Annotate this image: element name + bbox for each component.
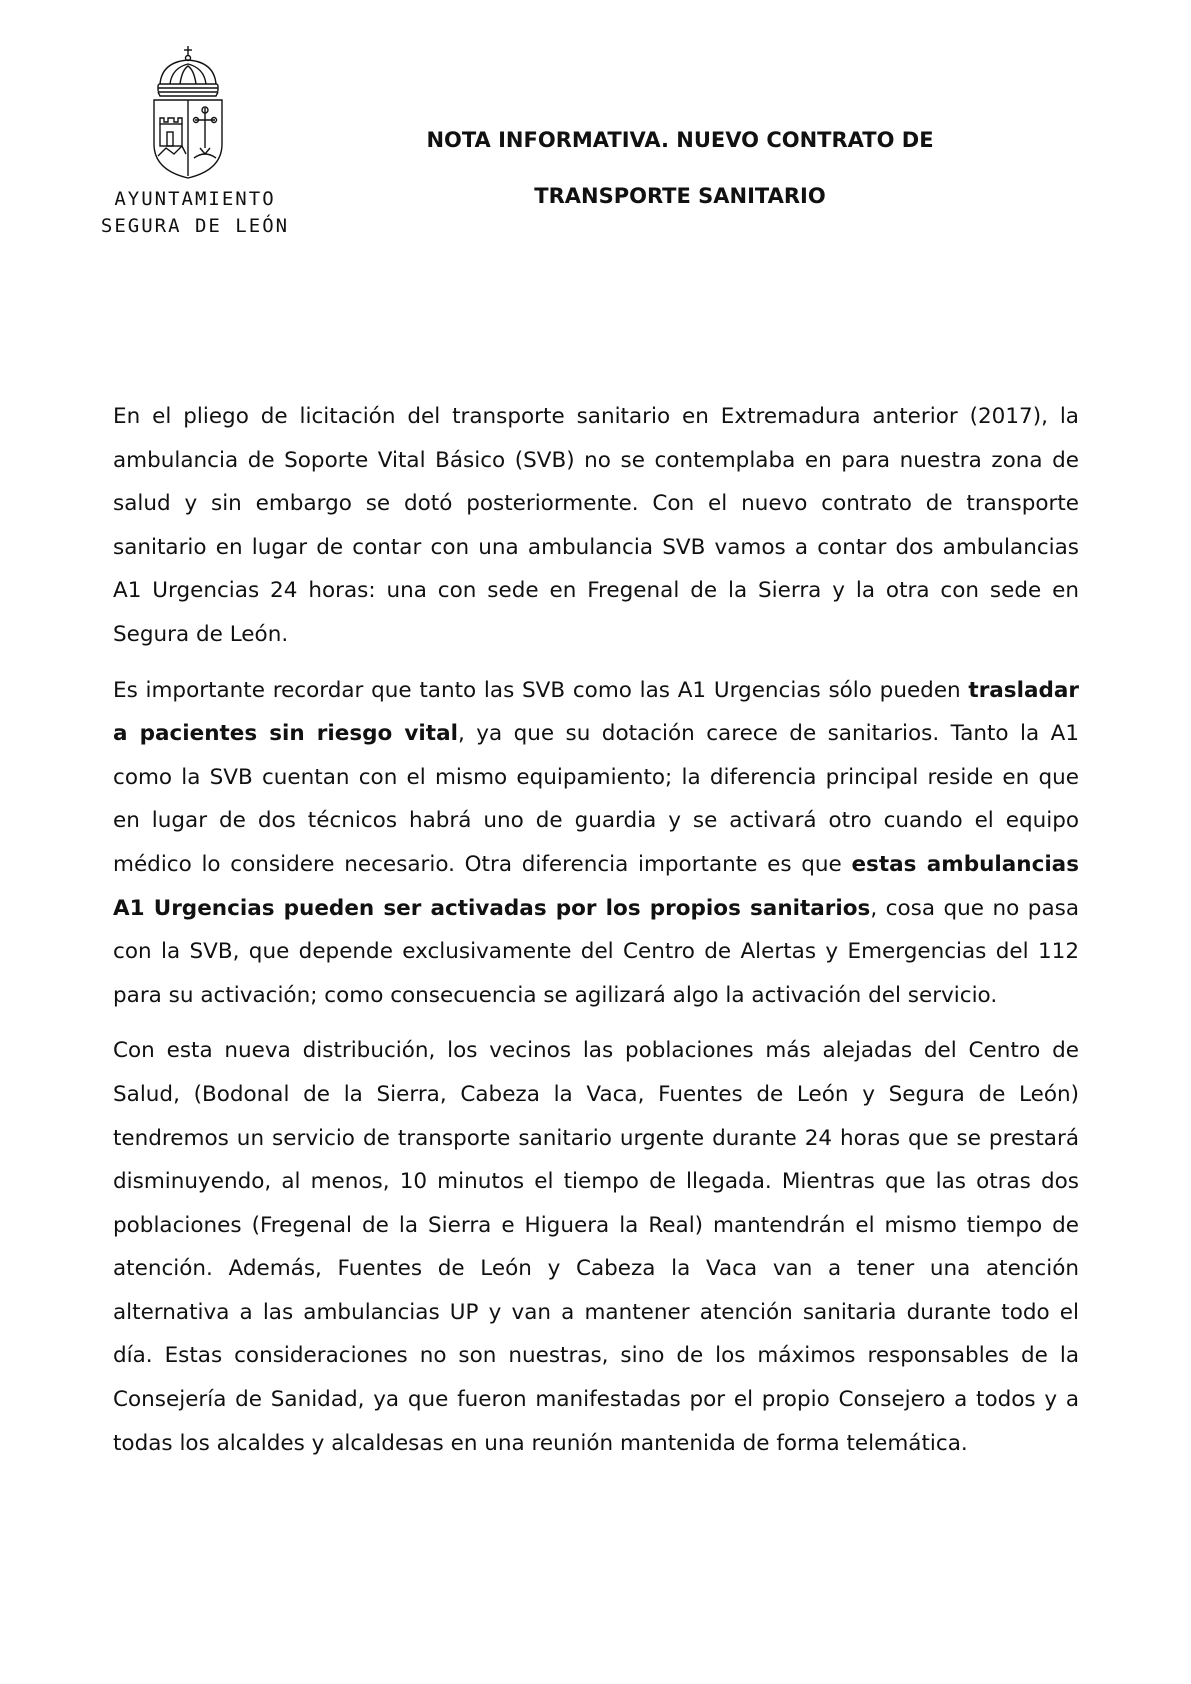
title-line-2: TRANSPORTE SANITARIO <box>534 184 826 208</box>
organization-name <box>70 186 320 240</box>
document-body <box>113 395 1079 1477</box>
paragraph-2-bold-b: estas ambulancias A1 Urgencias pueden ser activadas por los propios sanitarios <box>113 851 1079 921</box>
paragraph-2-bold-a: trasladar a pacientes sin riesgo vital <box>113 677 1079 747</box>
organization-line-2: SEGURA DE LEÓN <box>100 215 290 237</box>
paragraph-2-text-a: Es importante recordar que tanto las SVB como las A1 Urgencias sólo pueden <box>113 677 969 703</box>
paragraph-3: Con esta nueva distribución, los vecinos las poblaciones más alejadas del Centro de Salud, (Bodonal de la Sierra, Cabeza la Vaca, Fuentes de León y Segura de León) tendremos un servicio de transporte sanitario urgente durante 24 horas que se prestará disminuyendo, al menos, 10 minutos el tiempo de llegada. Mientras que las otras dos poblaciones (Fregenal de la Sierra e Higuera la Real) mantendrán el mismo tiempo de atención. Además, Fuentes de León y Cabeza la Vaca van a tener una atención alternativa a las ambulancias UP y van a mantener atención sanitaria durante todo el día. Estas consideraciones no son nuestras, sino de los máximos responsables de la Consejería de Sanidad, ya que fueron manifestadas por el propio Consejero a todos y a todas los alcaldes y alcaldesas en una reunión mantenida de forma telemática. <box>113 1038 1079 1456</box>
paragraph-1: En el pliego de licitación del transporte sanitario en Extremadura anterior (2017), la ambulancia de Soporte Vital Básico (SVB) no se contemplaba en para nuestra zona de salud y sin embargo se dotó posteriormente. Con el nuevo contrato de transporte sanitario en lugar de contar con una ambulancia SVB vamos a contar dos ambulancias A1 Urgencias 24 horas: una con sede en Fregenal de la Sierra y la otra con sede en Segura de León. <box>113 404 1079 647</box>
document-title <box>370 112 990 224</box>
paragraph-2-text-b: , ya que su dotación carece de sanitarios. Tanto la A1 como la SVB cuentan con el mismo equipamiento; la diferencia principal reside en que en lugar de dos técnicos habrá uno de guardia y se activará otro cuando el equipo médico lo considere necesario. Otra diferencia importante es que <box>113 721 1080 877</box>
title-line-1: NOTA INFORMATIVA. NUEVO CONTRATO DE <box>426 128 934 152</box>
municipal-coat-of-arms-icon <box>148 44 228 182</box>
organization-line-1: AYUNTAMIENTO <box>114 188 276 210</box>
paragraph-2 <box>113 669 1079 1018</box>
paragraph-2-text-c: , cosa que no pasa con la SVB, que depende exclusivamente del Centro de Alertas y Emergencias del 112 para su activación; como consecuencia se agilizará algo la activación del servicio. <box>113 895 1079 1008</box>
